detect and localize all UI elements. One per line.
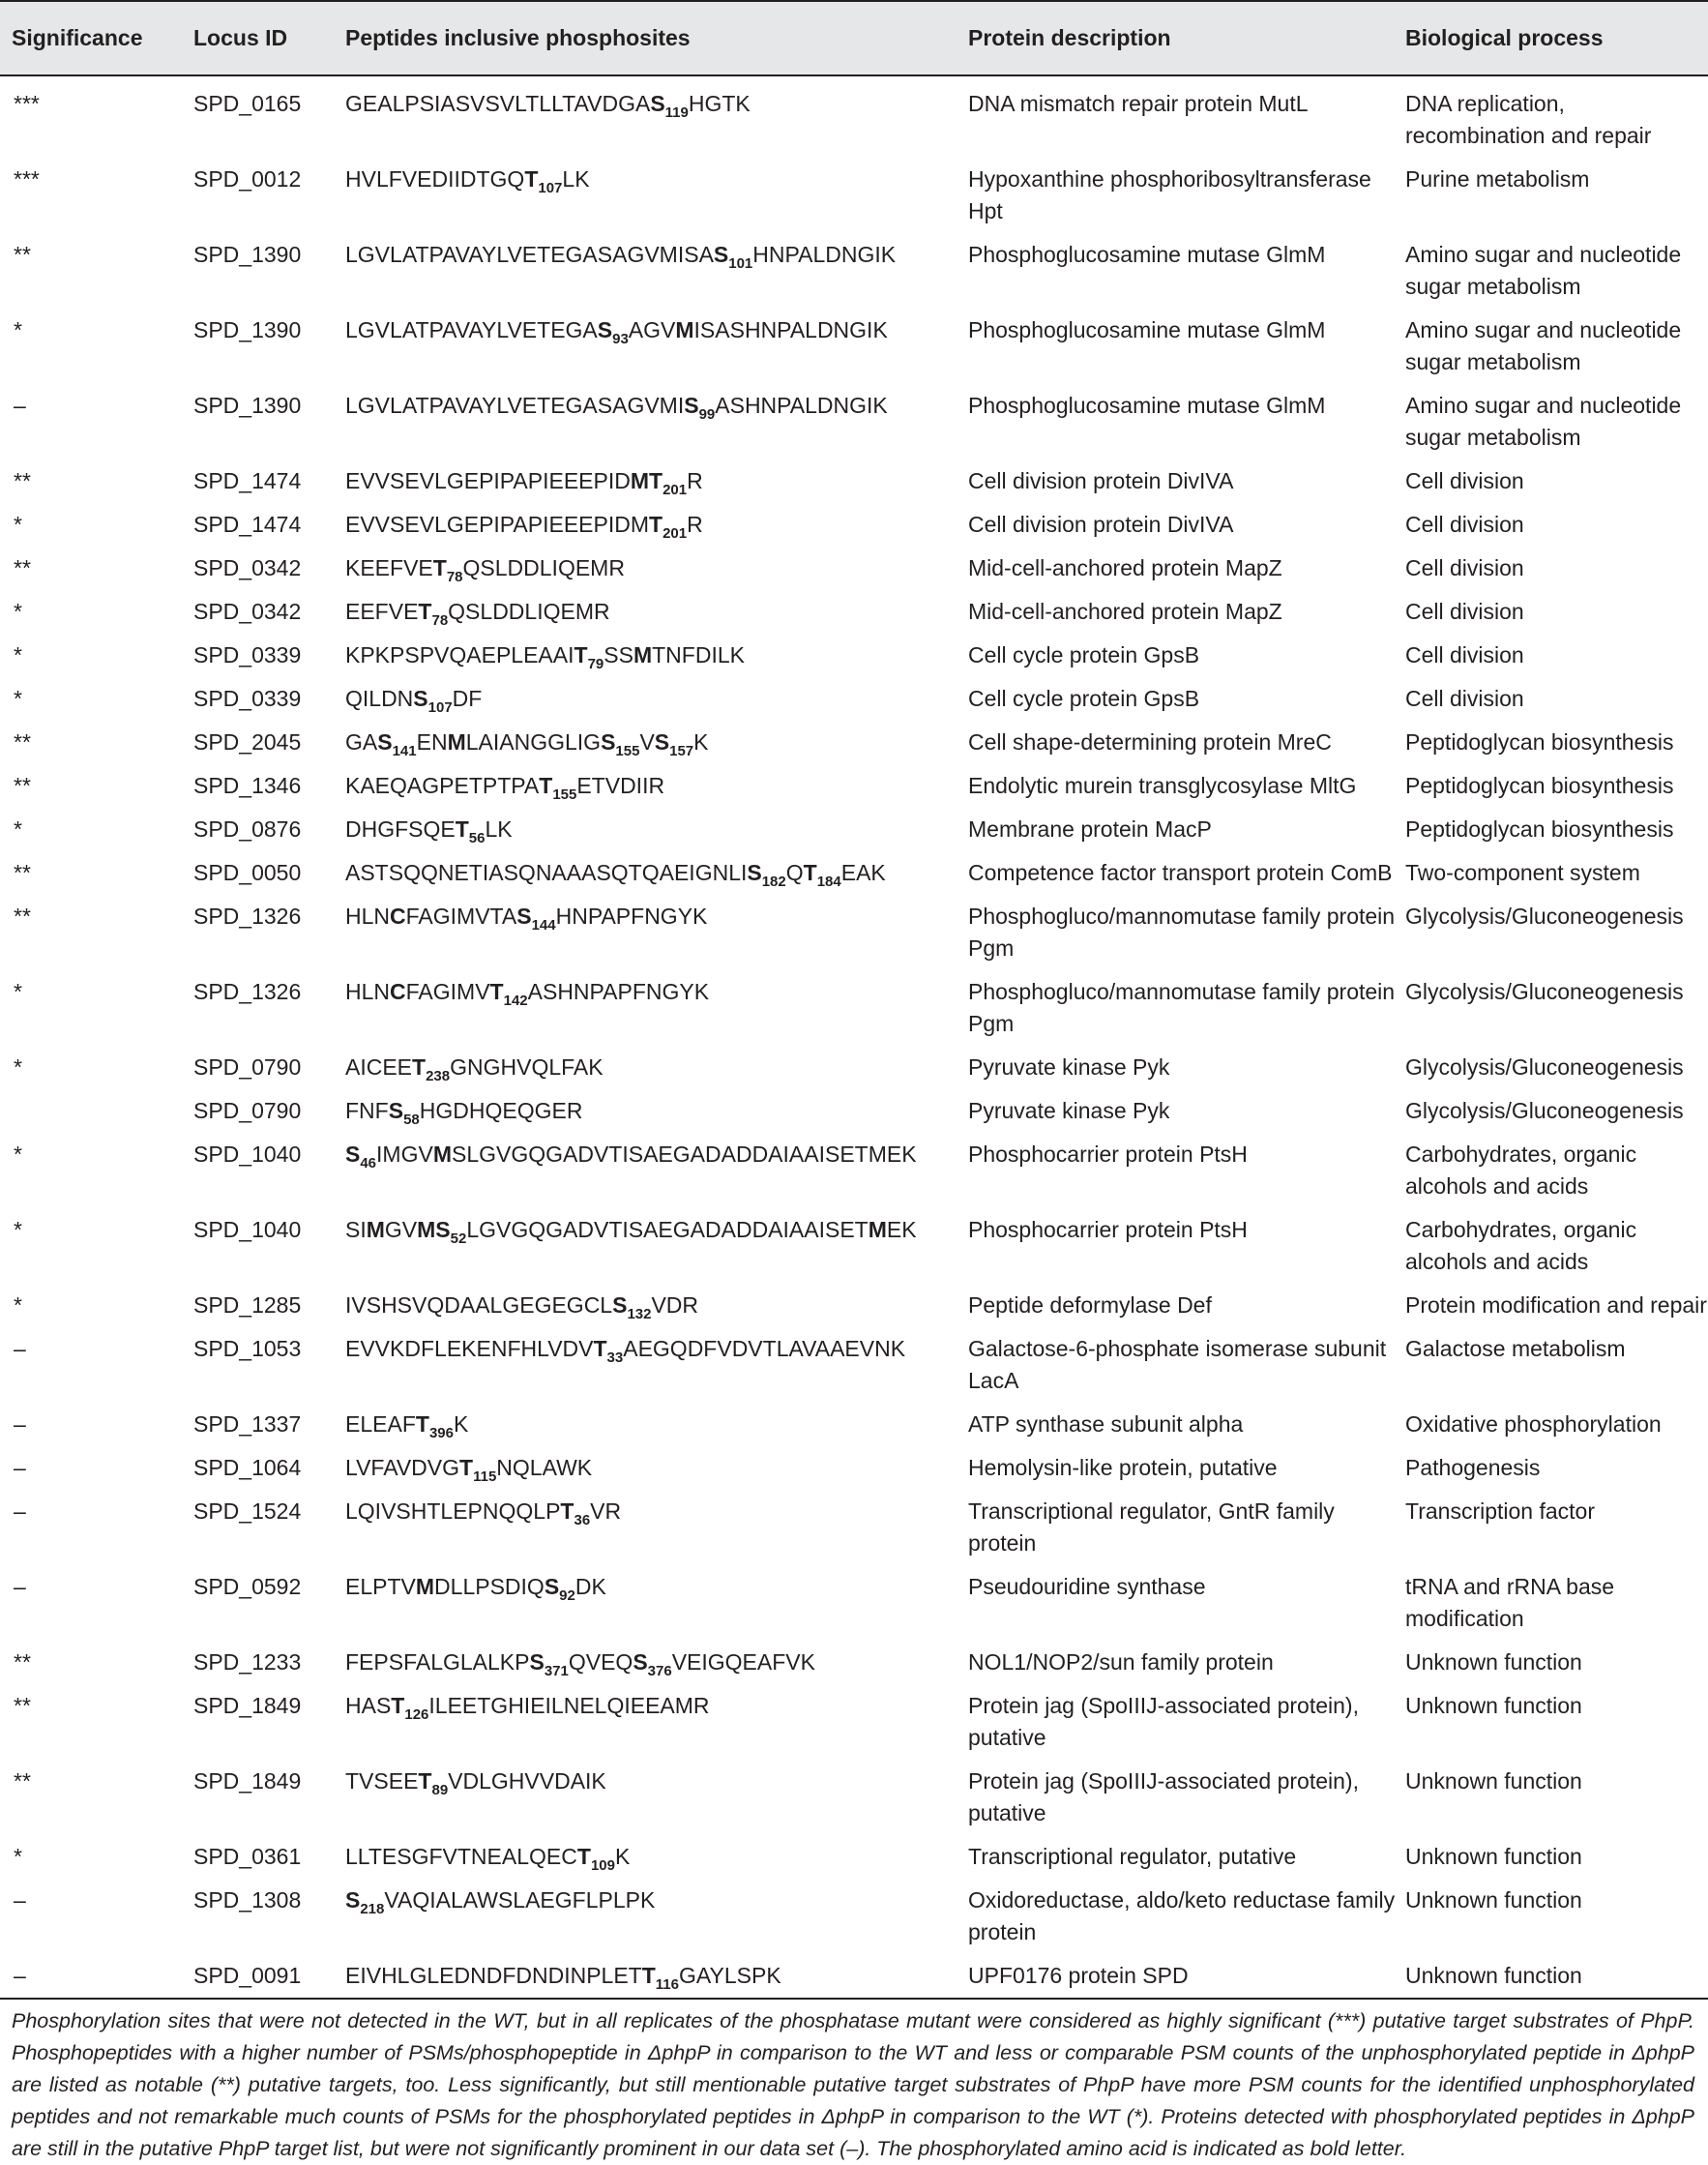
locus-id-cell: SPD_1390	[193, 317, 302, 342]
locus-id-cell: SPD_0592	[193, 1574, 302, 1599]
significance-cell: **	[14, 1768, 31, 1794]
residue-position: 107	[427, 699, 453, 716]
phosphosite-residue: S	[612, 1292, 628, 1318]
table-row	[0, 1873, 1708, 1948]
phosphosite-residue: T	[574, 642, 588, 667]
residue-position: 58	[403, 1112, 420, 1128]
significance-cell: ***	[14, 166, 40, 192]
locus-id-cell: SPD_1040	[193, 1142, 302, 1167]
phosphosite-residue: M	[868, 1217, 887, 1242]
protein-description-cell: Phosphoglucosamine mutase GlmM	[968, 393, 1326, 418]
residue-position: 142	[503, 993, 528, 1009]
residue-position: 201	[663, 525, 688, 542]
locus-id-cell: SPD_1524	[193, 1498, 302, 1524]
table-row	[0, 378, 1708, 454]
locus-id-cell: SPD_1337	[193, 1411, 302, 1437]
protein-description-cell: Cell division protein DivIVA	[968, 512, 1234, 537]
residue-position: 78	[431, 612, 449, 629]
protein-description-cell: Peptide deformylase Def	[968, 1292, 1212, 1318]
residue-position: 46	[360, 1155, 377, 1171]
significance-cell: *	[14, 686, 22, 711]
protein-description-cell: Protein jag (SpoIIIJ-associated protein), putative	[968, 1693, 1359, 1750]
biological-process-cell: Cell division	[1405, 642, 1524, 667]
biological-process-cell: Unknown function	[1405, 1768, 1582, 1794]
biological-process-cell: Unknown function	[1405, 1649, 1582, 1675]
significance-cell: **	[14, 729, 31, 755]
protein-description-cell: Phosphogluco/mannomutase family protein Pgm	[968, 904, 1396, 961]
residue-position: 218	[360, 1901, 385, 1917]
phosphosite-residue: S	[597, 317, 613, 342]
locus-id-cell: SPD_1233	[193, 1649, 302, 1675]
peptide-cell: $EVVSEVLGEPIPAPIEEEPIDMT_{201}R$	[345, 468, 703, 498]
residue-position: 371	[544, 1663, 569, 1679]
table-row	[0, 671, 1708, 715]
phosphosite-residue: S	[684, 393, 699, 418]
phosphosite-residue: S	[633, 1649, 648, 1675]
protein-description-cell: Protein jag (SpoIIIJ-associated protein), putative	[968, 1768, 1359, 1825]
phosphosite-residue: C	[390, 979, 406, 1004]
phosphosite-residue: T	[391, 1693, 405, 1718]
table-row	[0, 889, 1708, 964]
peptide-cell: $ASTSQQNETIASQNAAASQTQAEIGNLIS_{182}QT_{184}EAK$	[345, 860, 886, 890]
header-locus-id: Locus ID	[193, 1, 345, 75]
table-footnote	[12, 2000, 1694, 2165]
protein-description-cell: Hemolysin-like protein, putative	[968, 1455, 1278, 1480]
phosphosite-residue: T	[593, 1336, 607, 1361]
locus-id-cell: SPD_0876	[193, 816, 302, 842]
residue-position: 119	[664, 104, 689, 121]
significance-cell: **	[14, 773, 31, 798]
significance-cell: –	[14, 1963, 26, 1988]
protein-description-cell: Membrane protein MacP	[968, 816, 1212, 842]
biological-process-cell: Amino sugar and nucleotide sugar metabolism	[1405, 317, 1682, 374]
significance-cell: –	[14, 1411, 26, 1437]
protein-description-cell: Phosphoglucosamine mutase GlmM	[968, 242, 1326, 267]
biological-process-cell: Cell division	[1405, 512, 1524, 537]
significance-cell: **	[14, 555, 31, 580]
table-row	[0, 1559, 1708, 1635]
residue-position: 126	[404, 1706, 429, 1723]
phosphosite-residue: M	[447, 729, 466, 755]
table-row	[0, 628, 1708, 671]
phosphosite-residue: S	[345, 1887, 361, 1913]
biological-process-cell: Oxidative phosphorylation	[1405, 1411, 1662, 1437]
phosphosite-residue: S	[516, 904, 532, 929]
peptide-cell: $HAST_{126}ILEETGHIEILNELQIEEAMR$	[345, 1693, 710, 1723]
phosphosite-residue: S	[544, 1574, 560, 1599]
peptide-cell: $EEFVET_{78}QSLDDLIQEMR$	[345, 599, 610, 629]
biological-process-cell: Carbohydrates, organic alcohols and acids	[1405, 1142, 1637, 1199]
phosphosite-residue: T	[576, 1844, 591, 1869]
significance-cell: **	[14, 904, 31, 929]
peptide-cell: $LGVLATPAVAYLVETEGASAGVMISAS_{101}HNPALDNGIK$	[345, 242, 897, 272]
peptide-cell: $FEPSFALGLALKPS_{371}QVEQS_{376}VEIGQEAFVK$	[345, 1649, 815, 1679]
residue-position: 141	[392, 743, 417, 759]
phosphosite-residue: S	[654, 729, 670, 755]
locus-id-cell: SPD_1390	[193, 242, 302, 267]
peptide-cell: $QILDNS_{107}DF$	[345, 686, 483, 716]
biological-process-cell: Unknown function	[1405, 1693, 1582, 1718]
phosphosite-residue: S	[529, 1649, 545, 1675]
phosphosite-residue: C	[390, 904, 406, 929]
peptide-cell: $LLTESGFVTNEALQECT_{109}K$	[345, 1844, 631, 1874]
significance-cell: *	[14, 979, 22, 1004]
significance-cell: *	[14, 1054, 22, 1080]
peptide-cell: $FNFS_{58}HGDHQEQGER$	[345, 1098, 583, 1128]
phosphosite-residue: S	[747, 860, 762, 885]
table-row	[0, 1440, 1708, 1484]
locus-id-cell: SPD_0361	[193, 1844, 302, 1869]
header-significance: Significance	[0, 1, 193, 75]
biological-process-cell: Peptidoglycan biosynthesis	[1405, 816, 1674, 842]
table-row	[0, 1083, 1708, 1127]
residue-position: 56	[468, 830, 486, 846]
phosphosite-residue: T	[489, 979, 504, 1004]
residue-position: 182	[761, 874, 786, 890]
locus-id-cell: SPD_1346	[193, 773, 302, 798]
table-row	[0, 497, 1708, 541]
significance-cell: –	[14, 1574, 26, 1599]
significance-cell: –	[14, 1498, 26, 1524]
table-row	[0, 845, 1708, 889]
protein-description-cell: Phosphoglucosamine mutase GlmM	[968, 317, 1326, 342]
residue-position: 36	[574, 1512, 591, 1528]
phosphosite-residue: M	[366, 1217, 385, 1242]
protein-description-cell: Oxidoreductase, aldo/keto reductase family protein	[968, 1887, 1396, 1944]
biological-process-cell: Glycolysis/Gluconeogenesis	[1405, 904, 1684, 929]
peptide-cell: $TVSEET_{89}VDLGHVVDAIK$	[345, 1768, 606, 1798]
locus-id-cell: SPD_1064	[193, 1455, 302, 1480]
header-protein-description: Protein description	[968, 1, 1405, 75]
locus-id-cell: SPD_1285	[193, 1292, 302, 1318]
phosphosite-residue: T	[412, 1054, 427, 1080]
residue-position: 52	[450, 1231, 467, 1247]
biological-process-cell: Transcription factor	[1405, 1498, 1595, 1524]
table-row	[0, 454, 1708, 497]
residue-position: 116	[655, 1976, 679, 1993]
table-row	[0, 303, 1708, 378]
table-row	[0, 802, 1708, 845]
table-row	[0, 227, 1708, 303]
protein-description-cell: Mid-cell-anchored protein MapZ	[968, 599, 1282, 624]
table-row	[0, 1948, 1708, 1999]
biological-process-cell: Unknown function	[1405, 1844, 1582, 1869]
phosphosite-residue: S	[345, 1142, 361, 1167]
locus-id-cell: SPD_0790	[193, 1054, 302, 1080]
residue-position: 99	[698, 406, 716, 423]
significance-cell: **	[14, 1693, 31, 1718]
table-row	[0, 1127, 1708, 1202]
peptide-cell: $S_{218}VAQIALAWSLAEGFLPLPK$	[345, 1887, 656, 1917]
significance-cell: *	[14, 1217, 22, 1242]
table-row	[0, 1397, 1708, 1440]
significance-cell: *	[14, 1292, 22, 1318]
significance-cell: ***	[14, 91, 40, 116]
phosphosite-residue: S	[713, 242, 729, 267]
locus-id-cell: SPD_1849	[193, 1693, 302, 1718]
protein-description-cell: Transcriptional regulator, GntR family protein	[968, 1498, 1335, 1556]
table-row	[0, 1829, 1708, 1873]
protein-description-cell: Cell cycle protein GpsB	[968, 642, 1200, 667]
significance-cell: –	[14, 1455, 26, 1480]
locus-id-cell: SPD_0342	[193, 599, 302, 624]
peptide-cell: $AICEET_{238}GNGHVQLFAK$	[345, 1054, 604, 1084]
locus-id-cell: SPD_1308	[193, 1887, 302, 1913]
locus-id-cell: SPD_0091	[193, 1963, 302, 1988]
phosphosite-residue: MS	[417, 1217, 451, 1242]
biological-process-cell: Glycolysis/Gluconeogenesis	[1405, 1054, 1684, 1080]
significance-cell: –	[14, 393, 26, 418]
phosphosite-residue: T	[803, 860, 817, 885]
locus-id-cell: SPD_1390	[193, 393, 302, 418]
significance-cell: *	[14, 512, 22, 537]
biological-process-cell: Carbohydrates, organic alcohols and acids	[1405, 1217, 1637, 1274]
biological-process-cell: Amino sugar and nucleotide sugar metabolism	[1405, 393, 1682, 450]
residue-position: 33	[606, 1349, 624, 1366]
protein-description-cell: Pseudouridine synthase	[968, 1574, 1206, 1599]
phosphosite-residue: T	[459, 1455, 474, 1480]
table-row	[0, 1635, 1708, 1678]
residue-position: 376	[647, 1663, 672, 1679]
phosphosite-residue: S	[413, 686, 428, 711]
biological-process-cell: tRNA and rRNA base modification	[1405, 1574, 1615, 1631]
phosphosite-residue: T	[641, 1963, 656, 1988]
residue-position: 78	[446, 569, 463, 585]
protein-description-cell: Phosphocarrier protein PtsH	[968, 1142, 1248, 1167]
header-peptides: Peptides inclusive phosphosites	[345, 1, 968, 75]
protein-description-cell: Mid-cell-anchored protein MapZ	[968, 555, 1282, 580]
residue-position: 92	[559, 1587, 575, 1604]
peptide-cell: $GEALPSIASVSVLTLLTAVDGAS_{119}HGTK$	[345, 91, 751, 121]
biological-process-cell: Peptidoglycan biosynthesis	[1405, 773, 1674, 798]
peptide-cell: $EVVSEVLGEPIPAPIEEEPIDMT_{201}R$	[345, 512, 703, 542]
table-row	[0, 758, 1708, 802]
protein-description-cell: Galactose-6-phosphate isomerase subunit LacA	[968, 1336, 1387, 1393]
phosphosite-residue: M	[432, 1142, 452, 1167]
table-row	[0, 1278, 1708, 1321]
significance-cell: *	[14, 816, 22, 842]
biological-process-cell: Purine metabolism	[1405, 166, 1590, 192]
peptide-cell: $ELEAFT_{396}K$	[345, 1411, 469, 1441]
protein-description-cell: Pyruvate kinase Pyk	[968, 1098, 1170, 1123]
phosphosite-residue: MT	[630, 468, 663, 493]
locus-id-cell: SPD_1326	[193, 904, 302, 929]
peptide-cell: $KAEQAGPETPTPAT_{155}ETVDIIR$	[345, 773, 665, 803]
peptide-cell: $HVLFVEDIIDTGQT_{107}LK$	[345, 166, 590, 196]
protein-description-cell: UPF0176 protein SPD	[968, 1963, 1189, 1988]
significance-cell: *	[14, 642, 22, 667]
table-row	[0, 75, 1708, 152]
residue-position: 115	[473, 1468, 497, 1485]
locus-id-cell: SPD_0339	[193, 642, 302, 667]
footnote-text: Phosphorylation sites that were not detected in the WT, but in all replicates of the phosphatase mutant were considered as highly significant (***) putative target substrates of PhpP. Phosphopeptides with a higher number of PSMs/phosphopeptide in ΔphpP in comparison to the WT and less or comparable PSM counts of the unphosphorylated peptide in ΔphpP are listed as notable (**) putative targets, too. Less significantly, but still mentionable putative target substrates of PhpP have more PSM counts for the identified unphosphorylated peptides and not remarkable much counts of PSMs for the phosphorylated peptides in ΔphpP in comparison to the WT (*). Proteins detected with phosphorylated peptides in ΔphpP are still in the putative PhpP target list, but were not significantly prominent in our data set (–). The phosphorylated amino acid is indicated as bold letter.	[12, 2009, 1694, 2160]
biological-process-cell: DNA replication, recombination and repair	[1405, 91, 1652, 148]
phosphosite-residue: S	[601, 729, 616, 755]
peptide-cell: $LGVLATPAVAYLVETEGASAGVMIS_{99}ASHNPALDNGIK$	[345, 393, 888, 423]
biological-process-cell: Glycolysis/Gluconeogenesis	[1405, 979, 1684, 1004]
significance-cell: *	[14, 317, 22, 342]
peptide-cell: $KEEFVET_{78}QSLDDLIQEMR$	[345, 555, 625, 585]
residue-position: 89	[431, 1782, 449, 1798]
peptide-cell: $HLNCFAGIMVTAS_{144}HNPAPFNGYK$	[345, 904, 708, 934]
biological-process-cell: Amino sugar and nucleotide sugar metabolism	[1405, 242, 1682, 299]
biological-process-cell: Cell division	[1405, 555, 1524, 580]
biological-process-cell: Unknown function	[1405, 1963, 1582, 1988]
table-row	[0, 1040, 1708, 1083]
header-biological-process: Biological process	[1405, 1, 1708, 75]
phosphosite-residue: T	[418, 1768, 432, 1794]
significance-cell: –	[14, 1336, 26, 1361]
table-row	[0, 152, 1708, 227]
table-row	[0, 1754, 1708, 1829]
locus-id-cell: SPD_1326	[193, 979, 302, 1004]
residue-position: 93	[612, 331, 629, 347]
significance-cell: **	[14, 1649, 31, 1675]
phosphosite-residue: S	[388, 1098, 404, 1123]
peptide-cell: $S_{46}IMGVMSLGVGQGADVTISAEGADADDAIAAISETMEK$	[345, 1142, 917, 1171]
residue-position: 155	[615, 743, 640, 759]
protein-description-cell: Hypoxanthine phosphoribosyltransferase Hpt	[968, 166, 1371, 223]
protein-description-cell: Transcriptional regulator, putative	[968, 1844, 1297, 1869]
significance-cell	[0, 1083, 193, 1127]
residue-position: 109	[590, 1857, 615, 1874]
significance-cell: *	[14, 1142, 22, 1167]
protein-description-cell: Cell division protein DivIVA	[968, 468, 1234, 493]
peptide-cell: $IVSHSVQDAALGEGEGCLS_{132}VDR$	[345, 1292, 699, 1322]
biological-process-cell: Protein modification and repair	[1405, 1292, 1707, 1318]
protein-description-cell: DNA mismatch repair protein MutL	[968, 91, 1309, 116]
residue-position: 144	[531, 917, 556, 934]
peptide-cell: $LVFAVDVGT_{115}NQLAWK$	[345, 1455, 593, 1485]
locus-id-cell: SPD_1849	[193, 1768, 302, 1794]
biological-process-cell: Peptidoglycan biosynthesis	[1405, 729, 1674, 755]
table-body	[0, 75, 1708, 1999]
biological-process-cell: Glycolysis/Gluconeogenesis	[1405, 1098, 1684, 1123]
biological-process-cell: Pathogenesis	[1405, 1455, 1541, 1480]
peptide-cell: $SIMGVMS_{52}LGVGQGADVTISAEGADADDAIAAISETMEK$	[345, 1217, 917, 1247]
table-row	[0, 1202, 1708, 1278]
significance-cell: **	[14, 468, 31, 493]
phosphosite-residue: T	[432, 555, 447, 580]
protein-description-cell: ATP synthase subunit alpha	[968, 1411, 1244, 1437]
protein-description-cell: Phosphocarrier protein PtsH	[968, 1217, 1248, 1242]
peptide-cell: $EVVKDFLEKENFHLVDVT_{33}AEGQDFVDVTLAVAAEVNK$	[345, 1336, 906, 1366]
peptide-cell: $DHGFSQET_{56}LK$	[345, 816, 513, 846]
biological-process-cell: Cell division	[1405, 599, 1524, 624]
protein-description-cell: NOL1/NOP2/sun family protein	[968, 1649, 1274, 1675]
peptide-cell: $GAS_{141}ENMLAIANGGLIGS_{155}VS_{157}K$	[345, 729, 709, 759]
peptide-cell: $HLNCFAGIMVT_{142}ASHNPAPFNGYK$	[345, 979, 710, 1009]
biological-process-cell: Unknown function	[1405, 1887, 1582, 1913]
biological-process-cell: Cell division	[1405, 468, 1524, 493]
significance-cell: **	[14, 242, 31, 267]
locus-id-cell: SPD_2045	[193, 729, 302, 755]
biological-process-cell: Cell division	[1405, 686, 1524, 711]
phosphosite-residue: M	[633, 642, 653, 667]
locus-id-cell: SPD_0012	[193, 166, 302, 192]
biological-process-cell: Galactose metabolism	[1405, 1336, 1626, 1361]
locus-id-cell: SPD_0339	[193, 686, 302, 711]
protein-description-cell: Cell cycle protein GpsB	[968, 686, 1200, 711]
table-row	[0, 964, 1708, 1040]
phosphosite-residue: T	[539, 773, 553, 798]
locus-id-cell: SPD_1053	[193, 1336, 302, 1361]
residue-position: 101	[728, 255, 753, 272]
table-row	[0, 1321, 1708, 1397]
peptide-cell: $LQIVSHTLEPNQQLPT_{36}VR$	[345, 1498, 622, 1528]
residue-position: 107	[538, 180, 563, 196]
phosphosite-residue: T	[415, 1411, 429, 1437]
locus-id-cell: SPD_0165	[193, 91, 302, 116]
residue-position: 184	[816, 874, 841, 890]
residue-position: 155	[552, 786, 577, 803]
phosphosite-residue: S	[377, 729, 393, 755]
phosphosite-residue: T	[560, 1498, 574, 1524]
phosphosite-residue: T	[418, 599, 432, 624]
locus-id-cell: SPD_1040	[193, 1217, 302, 1242]
table-row	[0, 1484, 1708, 1559]
peptide-cell: $KPKPSPVQAEPLEAAIT_{79}SSMTNFDILK$	[345, 642, 745, 672]
significance-cell: **	[14, 860, 31, 885]
table-header	[0, 1, 1708, 75]
biological-process-cell: Two-component system	[1405, 860, 1640, 885]
protein-description-cell: Cell shape-determining protein MreC	[968, 729, 1332, 755]
phosphosite-residue: M	[415, 1574, 435, 1599]
phosphosite-residue: S	[650, 91, 665, 116]
residue-position: 238	[426, 1068, 451, 1084]
locus-id-cell: SPD_1474	[193, 512, 302, 537]
residue-position: 201	[663, 482, 688, 498]
phosphosite-residue: M	[675, 317, 694, 342]
significance-cell: –	[14, 1887, 26, 1913]
table-row	[0, 715, 1708, 758]
locus-id-cell: SPD_0050	[193, 860, 302, 885]
residue-position: 132	[627, 1306, 652, 1322]
locus-id-cell: SPD_1474	[193, 468, 302, 493]
table-row	[0, 1678, 1708, 1754]
significance-cell: *	[14, 599, 22, 624]
phosphosite-residue: T	[455, 816, 469, 842]
locus-id-cell: SPD_0790	[193, 1098, 302, 1123]
protein-description-cell: Phosphogluco/mannomutase family protein Pgm	[968, 979, 1396, 1036]
table-row	[0, 584, 1708, 628]
peptide-cell: $LGVLATPAVAYLVETEGAS_{93}AGVMISASHNPALDNGIK$	[345, 317, 888, 347]
locus-id-cell: SPD_0342	[193, 555, 302, 580]
peptide-cell: $ELPTVMDLLPSDIQS_{92}DK$	[345, 1574, 606, 1604]
significance-cell: *	[14, 1844, 22, 1869]
protein-description-cell: Endolytic murein transglycosylase MltG	[968, 773, 1357, 798]
residue-position: 157	[669, 743, 694, 759]
phosphosite-residue: T	[524, 166, 539, 192]
residue-position: 79	[587, 656, 604, 672]
protein-description-cell: Pyruvate kinase Pyk	[968, 1054, 1170, 1080]
residue-position: 396	[428, 1425, 454, 1441]
phosphosite-residue: T	[649, 512, 663, 537]
table-row	[0, 541, 1708, 584]
protein-description-cell: Competence factor transport protein ComB	[968, 860, 1393, 885]
peptide-cell: $EIVHLGLEDNDFDNDINPLETT_{116}GAYLSPK$	[345, 1963, 781, 1993]
